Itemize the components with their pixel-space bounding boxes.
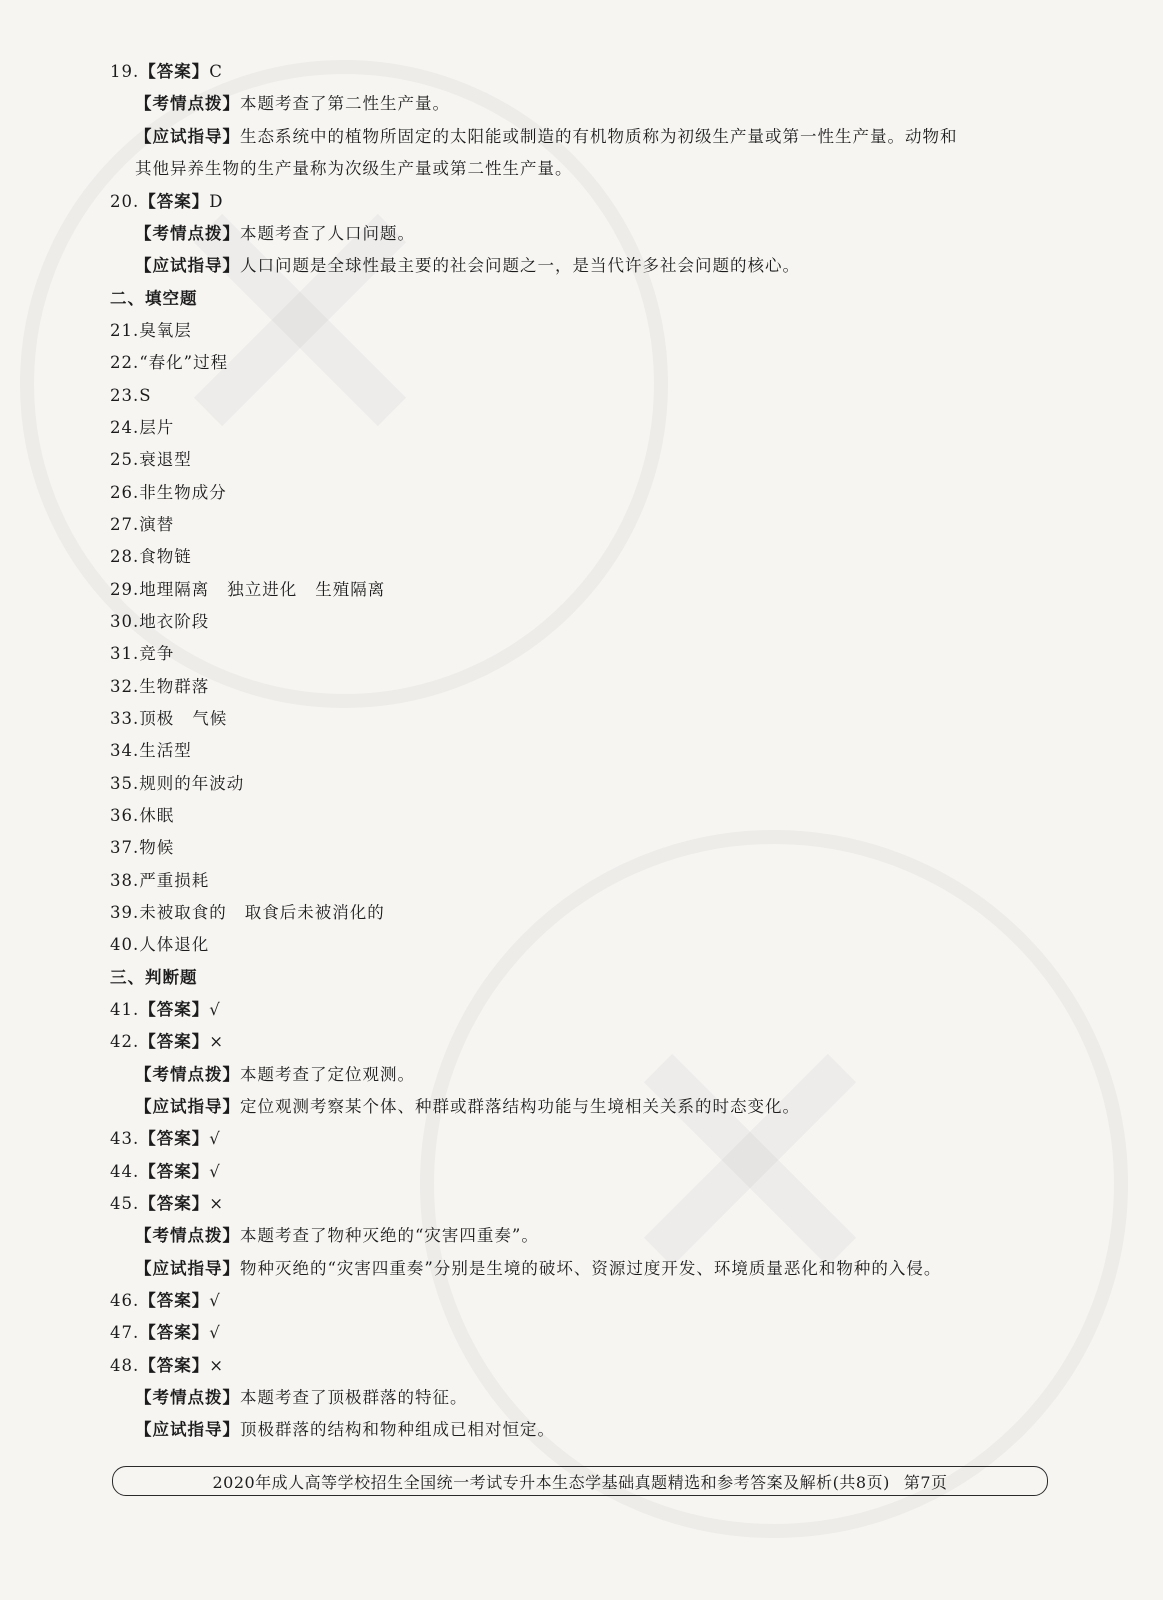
fill-item-34: 34.生活型 bbox=[110, 741, 192, 760]
judge-43: 43.【答案】√ bbox=[110, 1129, 221, 1148]
fill-item-32: 32.生物群落 bbox=[110, 677, 210, 696]
question-number: 20. bbox=[110, 192, 140, 211]
judge-46: 46.【答案】√ bbox=[110, 1291, 221, 1310]
question-number: 19. bbox=[110, 62, 140, 81]
answer-19 bbox=[110, 60, 223, 84]
fill-item-22: 22.“春化”过程 bbox=[110, 353, 229, 372]
fill-item-37: 37.物候 bbox=[110, 838, 175, 857]
guide-tag: 【应试指导】 bbox=[135, 256, 240, 275]
exam-point-text: 本题考查了人口问题。 bbox=[240, 224, 415, 243]
exam-point-text: 本题考查了第二性生产量。 bbox=[240, 94, 450, 113]
answer-tag: 【答案】 bbox=[139, 192, 210, 211]
watermark-mark bbox=[644, 1054, 856, 1266]
watermark-mark bbox=[644, 1054, 856, 1266]
judge-41: 41.【答案】√ bbox=[110, 1000, 221, 1019]
answer-value: × bbox=[209, 1032, 225, 1051]
guide-text: 生态系统中的植物所固定的太阳能或制造的有机物质称为初级生产量或第一性生产量。动物和 bbox=[240, 127, 958, 146]
judge-42: 42.【答案】× bbox=[110, 1032, 225, 1051]
guide-19-cont bbox=[135, 157, 573, 181]
exam-point-48: 【考情点拨】本题考查了顶极群落的特征。 bbox=[135, 1388, 468, 1407]
fill-item-30: 30.地衣阶段 bbox=[110, 612, 210, 631]
guide-19 bbox=[135, 125, 958, 149]
fill-item-36: 36.休眠 bbox=[110, 806, 175, 825]
fill-item-39: 39.未被取食的 取食后未被消化的 bbox=[110, 903, 385, 922]
fill-item-23: 23.S bbox=[110, 386, 152, 405]
exam-point-tag: 【考情点拨】 bbox=[135, 224, 240, 243]
fill-item-40: 40.人体退化 bbox=[110, 935, 210, 954]
fill-item-24: 24.层片 bbox=[110, 418, 175, 437]
judge-47: 47.【答案】√ bbox=[110, 1323, 221, 1342]
guide-42: 【应试指导】定位观测考察某个体、种群或群落结构功能与生境相关关系的时态变化。 bbox=[135, 1097, 800, 1116]
exam-point-19 bbox=[135, 92, 450, 116]
fill-item-38: 38.严重损耗 bbox=[110, 871, 210, 890]
fill-item-21: 21.臭氧层 bbox=[110, 321, 192, 340]
fill-item-31: 31.竞争 bbox=[110, 644, 175, 663]
answer-value: D bbox=[209, 192, 224, 211]
guide-48: 【应试指导】顶极群落的结构和物种组成已相对恒定。 bbox=[135, 1420, 555, 1439]
guide-tag: 【应试指导】 bbox=[135, 127, 240, 146]
answer-value: × bbox=[209, 1356, 225, 1375]
guide-text: 人口问题是全球性最主要的社会问题之一，是当代许多社会问题的核心。 bbox=[240, 256, 800, 275]
fill-item-28: 28.食物链 bbox=[110, 547, 192, 566]
fill-item-27: 27.演替 bbox=[110, 515, 175, 534]
fill-item-29: 29.地理隔离 独立进化 生殖隔离 bbox=[110, 580, 386, 599]
exam-point-45: 【考情点拨】本题考查了物种灭绝的“灾害四重奏”。 bbox=[135, 1226, 539, 1245]
answer-20 bbox=[110, 190, 223, 214]
judge-45: 45.【答案】× bbox=[110, 1194, 225, 1213]
page-footer bbox=[112, 1466, 1048, 1496]
guide-45: 【应试指导】物种灭绝的“灾害四重奏”分别是生境的破坏、资源过度开发、环境质量恶化和物种的入侵。 bbox=[135, 1259, 942, 1278]
answer-value: √ bbox=[209, 1323, 221, 1342]
answer-tag: 【答案】 bbox=[139, 62, 210, 81]
judge-48: 48.【答案】× bbox=[110, 1356, 225, 1375]
answer-value: √ bbox=[209, 1162, 221, 1181]
exam-point-20 bbox=[135, 222, 415, 246]
exam-point-42: 【考情点拨】本题考查了定位观测。 bbox=[135, 1065, 415, 1084]
fill-item-33: 33.顶极 气候 bbox=[110, 709, 228, 728]
fill-item-35: 35.规则的年波动 bbox=[110, 774, 245, 793]
answer-value: √ bbox=[209, 1129, 221, 1148]
page-number: 第7页 bbox=[903, 1472, 948, 1492]
footer-title: 2020年成人高等学校招生全国统一考试专升本生态学基础真题精选和参考答案及解析(共8页) bbox=[212, 1472, 890, 1492]
fill-item-25: 25.衰退型 bbox=[110, 450, 192, 469]
section-fill-heading: 二、填空题 bbox=[110, 289, 198, 308]
judge-44: 44.【答案】√ bbox=[110, 1162, 221, 1181]
answer-value: √ bbox=[209, 1000, 221, 1019]
guide-text: 其他异养生物的生产量称为次级生产量或第二性生产量。 bbox=[135, 159, 573, 178]
section-judge-heading: 三、判断题 bbox=[110, 968, 198, 987]
fill-item-26: 26.非生物成分 bbox=[110, 483, 227, 502]
answer-value: × bbox=[209, 1194, 225, 1213]
answer-value: √ bbox=[209, 1291, 221, 1310]
answer-value: C bbox=[209, 62, 223, 81]
guide-20 bbox=[135, 254, 800, 278]
exam-point-tag: 【考情点拨】 bbox=[135, 94, 240, 113]
